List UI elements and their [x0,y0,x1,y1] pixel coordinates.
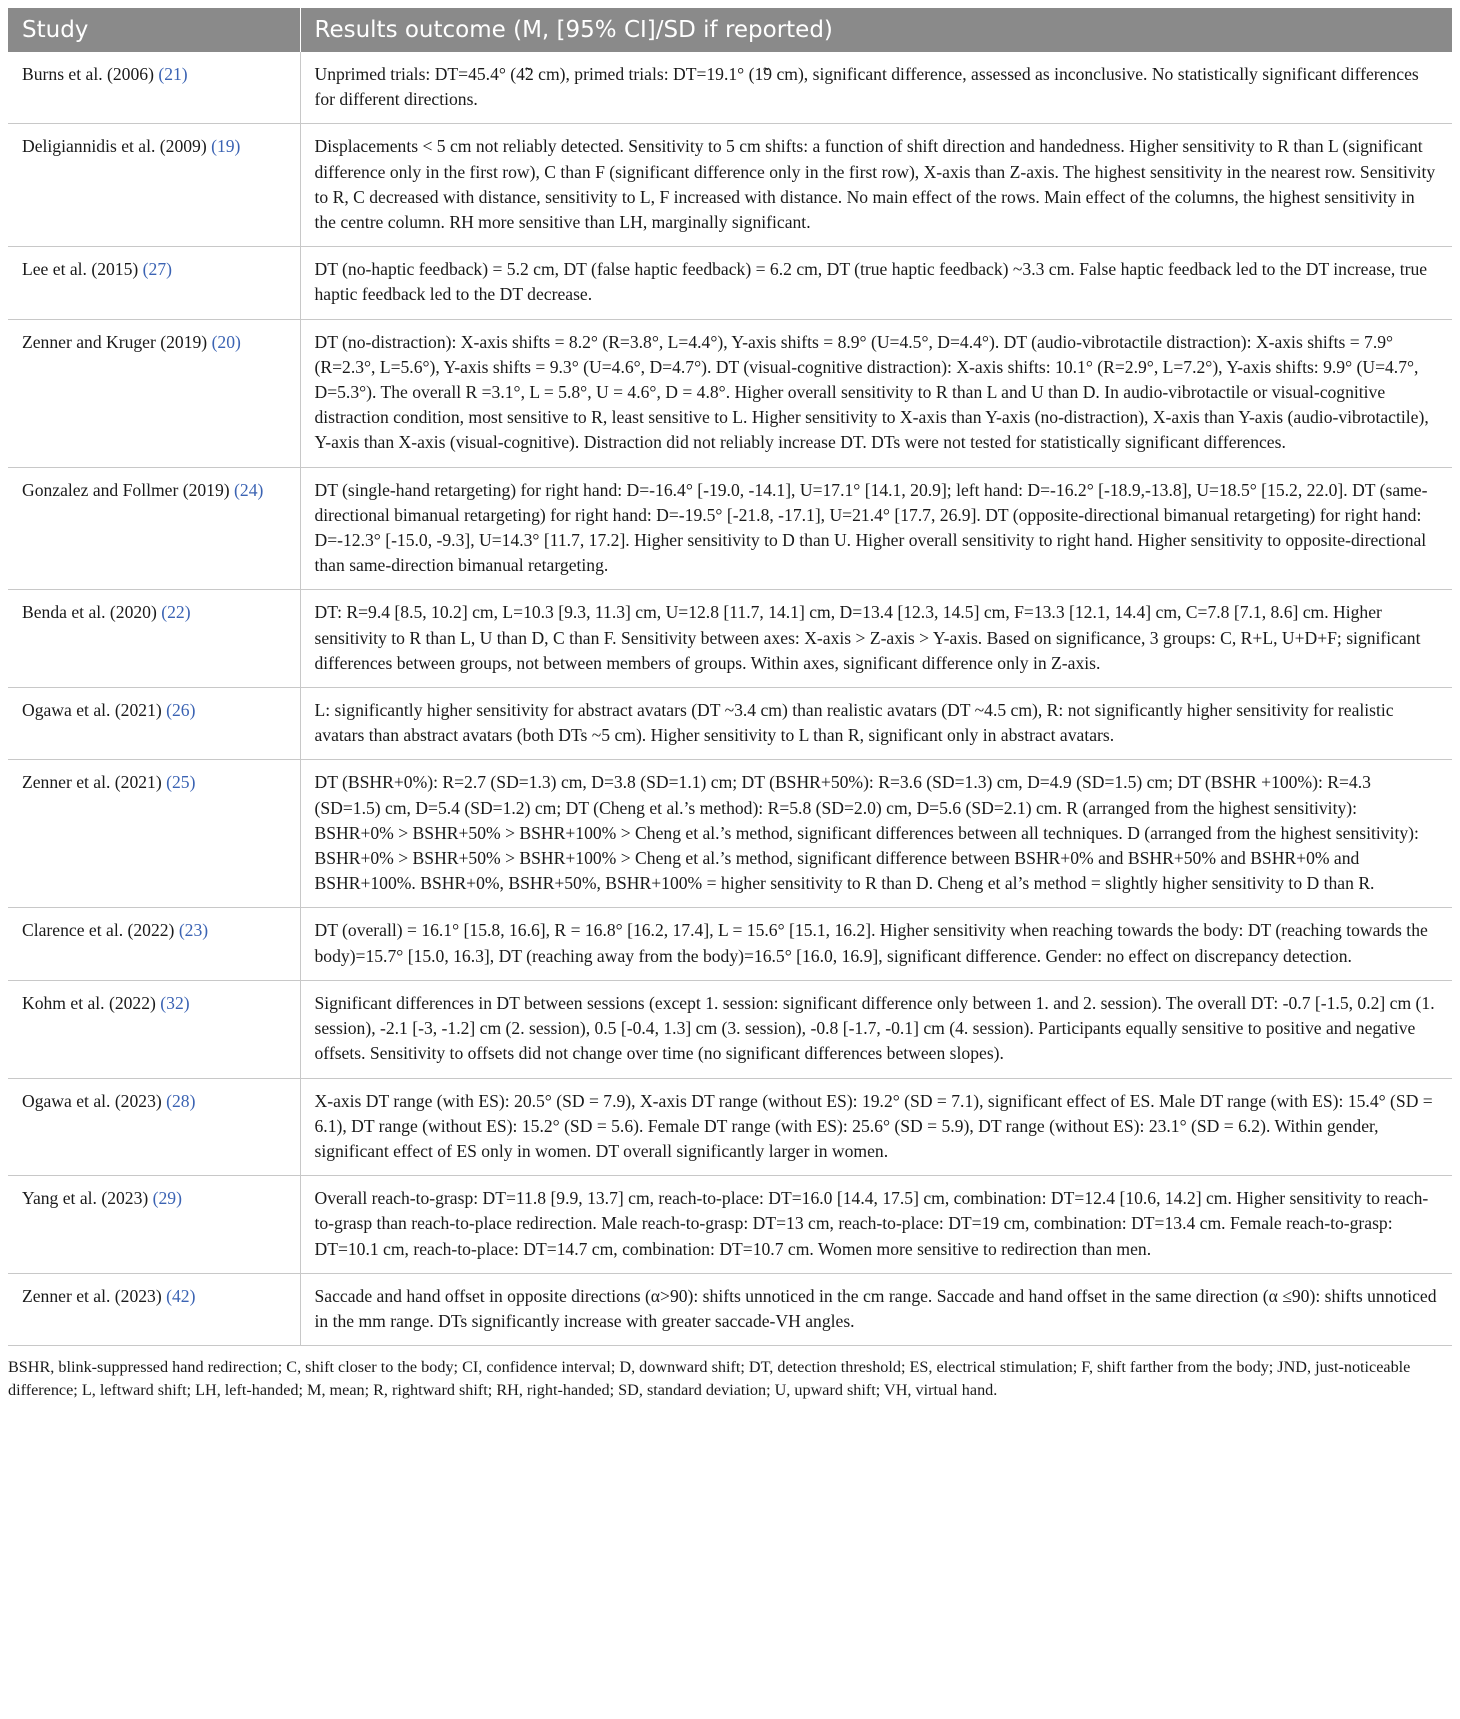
header-results: Results outcome (M, [95% CI]/SD if reported) [300,8,1452,52]
study-cell [8,319,300,467]
reference-link[interactable]: (25) [166,772,196,793]
study-name: Zenner et al. (2023) [22,1285,162,1306]
table-row [8,1273,1452,1345]
study-name: Deligiannidis et al. (2009) [22,136,207,157]
result-cell: DT: R=9.4 [8.5, 10.2] cm, L=10.3 [9.3, 11.3] cm, U=12.8 [11.7, 14.1] cm, D=13.4 [12.3, 14.5] cm, F=13.3 [12.1, 14.4] cm, C=7.8 [7.1, 8.6] cm. Higher sensitivity to R than L, U than D, C than F. Sensitivity between axes: X-axis > Z-axis > Y-axis. Based on significance, 3 groups: C, R+L, U+D+F; significant differences between groups, not between members of groups. Within axes, significant difference only in Z-axis. [300,590,1452,688]
study-cell [8,52,300,124]
results-table [8,8,1452,1346]
reference-link[interactable]: (32) [160,992,190,1013]
study-cell [8,688,300,760]
result-cell: Significant differences in DT between sessions (except 1. session: significant difference only between 1. and 2. session). The overall DT: -0.7 [-1.5, 0.2] cm (1. session), -2.1 [-3, -1.2] cm (2. session), 0.5 [-0.4, 1.3] cm (3. session), -0.8 [-1.7, -0.1] cm (4. session). Participants equally sensitive to positive and negative offsets. Sensitivity to offsets did not change over time (no significant differences between slopes). [300,980,1452,1078]
study-name: Benda et al. (2020) [22,602,157,623]
reference-link[interactable]: (26) [166,700,196,721]
result-cell: Saccade and hand offset in opposite directions (α>90): shifts unnoticed in the cm range. Saccade and hand offset in the same direction (α ≤90): shifts unnoticed in the mm range. DTs significantly increase with greater saccade-VH angles. [300,1273,1452,1345]
results-table-container [8,8,1452,1402]
result-cell: DT (overall) = 16.1° [15.8, 16.6], R = 16.8° [16.2, 17.4], L = 15.6° [15.1, 16.2]. Higher sensitivity when reaching towards the body: DT (reaching towards the body)=15.7° [15.0, 16.3], DT (reaching away from the body)=16.5° [16.0, 16.9], significant difference. Gender: no effect on discrepancy detection. [300,908,1452,980]
table-row [8,319,1452,467]
study-cell [8,590,300,688]
reference-link[interactable]: (21) [158,64,188,84]
study-name: Zenner and Kruger (2019) [22,331,208,352]
reference-link[interactable]: (19) [211,136,241,157]
header-study: Study [8,8,300,52]
study-cell [8,247,300,319]
table-header-row [8,8,1452,52]
study-cell [8,467,300,590]
result-cell: Unprimed trials: DT=45.4° (4̃2 cm), primed trials: DT=19.1° (1̃9 cm), significant difference, assessed as inconclusive. No statistically significant differences for different directions. [300,52,1452,124]
study-cell [8,760,300,908]
study-name: Gonzalez and Follmer (2019) [22,479,230,500]
reference-link[interactable]: (23) [178,920,209,941]
study-cell [8,124,300,247]
study-name: Zenner et al. (2021) [22,772,162,793]
result-cell: L: significantly higher sensitivity for abstract avatars (DT ~3.4 cm) than realistic avatars (DT ~4.5 cm), R: not significantly higher sensitivity for realistic avatars than abstract avatars (both DTs ~5 cm). Higher sensitivity to L than R, significant only in abstract avatars. [300,688,1452,760]
study-name: Ogawa et al. (2021) [22,700,162,721]
study-name: Burns et al. (2006) [22,64,154,84]
table-row [8,247,1452,319]
study-cell [8,908,300,980]
table-row [8,908,1452,980]
result-cell: Overall reach-to-grasp: DT=11.8 [9.9, 13.7] cm, reach-to-place: DT=16.0 [14.4, 17.5] cm, combination: DT=12.4 [10.6, 14.2] cm. Higher sensitivity to reach-to-grasp than reach-to-place redirection. Male reach-to-grasp: DT=13 cm, reach-to-place: DT=19 cm, combination: DT=13.4 cm. Female reach-to-grasp: DT=10.1 cm, reach-to-place: DT=14.7 cm, combination: DT=10.7 cm. Women more sensitive to redirection than men. [300,1176,1452,1274]
table-row [8,124,1452,247]
table-row [8,688,1452,760]
study-name: Lee et al. (2015) [22,259,139,280]
table-body [8,52,1452,1346]
result-cell: DT (no-haptic feedback) = 5.2 cm, DT (false haptic feedback) = 6.2 cm, DT (true haptic feedback) ~3.3 cm. False haptic feedback led to the DT increase, true haptic feedback led to the DT decrease. [300,247,1452,319]
study-name: Kohm et al. (2022) [22,992,156,1013]
reference-link[interactable]: (42) [166,1285,196,1306]
study-name: Yang et al. (2023) [22,1188,149,1209]
table-row [8,760,1452,908]
reference-link[interactable]: (24) [234,479,264,500]
result-cell: DT (no-distraction): X-axis shifts = 8.2° (R=3.8°, L=4.4°), Y-axis shifts = 8.9° (U=4.5°, D=4.4°). DT (audio-vibrotactile distraction): X-axis shifts = 7.9° (R=2.3°, L=5.6°), Y-axis shifts = 9.3° (U=4.6°, D=4.7°). DT (visual-cognitive distraction): X-axis shifts: 10.1° (R=2.9°, L=7.2°), Y-axis shifts: 9.9° (U=4.7°, D=5.3°). The overall R =3.1°, L = 5.8°, U = 4.6°, D = 4.8°. Higher overall sensitivity to R than L and U than D. In audio-vibrotactile or visual-cognitive distraction condition, most sensitive to R, least sensitive to L. Higher sensitivity to X-axis than Y-axis (no-distraction), X-axis than Y-axis (audio-vibrotactile), Y-axis than X-axis (visual-cognitive). Distraction did not reliably increase DT. DTs were not tested for statistically significant differences. [300,319,1452,467]
result-cell: DT (BSHR+0%): R=2.7 (SD=1.3) cm, D=3.8 (SD=1.1) cm; DT (BSHR+50%): R=3.6 (SD=1.3) cm, D=4.9 (SD=1.5) cm; DT (BSHR +100%): R=4.3 (SD=1.5) cm, D=5.4 (SD=1.2) cm; DT (Cheng et al.’s method): R=5.8 (SD=2.0) cm, D=5.6 (SD=2.1) cm. R (arranged from the highest sensitivity): BSHR+0% > BSHR+50% > BSHR+100% > Cheng et al.’s method, significant differences between all techniques. D (arranged from the highest sensitivity): BSHR+0% > BSHR+50% > BSHR+100% > Cheng et al.’s method, significant difference between BSHR+0% and BSHR+50% and BSHR+0% and BSHR+100%. BSHR+0%, BSHR+50%, BSHR+100% = higher sensitivity to R than D. Cheng et al’s method = slightly higher sensitivity to D than R. [300,760,1452,908]
table-footnote: BSHR, blink-suppressed hand redirection; C, shift closer to the body; CI, confidence interval; D, downward shift; DT, detection threshold; ES, electrical stimulation; F, shift farther from the body; JND, just-noticeable difference; L, leftward shift; LH, left-handed; M, mean; R, rightward shift; RH, right-handed; SD, standard deviation; U, upward shift; VH, virtual hand. [8,1358,1411,1400]
reference-link[interactable]: (29) [152,1188,182,1209]
table-row [8,980,1452,1078]
reference-link[interactable]: (27) [142,259,172,280]
table-row [8,590,1452,688]
study-cell [8,1078,300,1176]
result-cell: X-axis DT range (with ES): 20.5° (SD = 7.9), X-axis DT range (without ES): 19.2° (SD = 7.1), significant effect of ES. Male DT range (with ES): 15.4° (SD = 6.1), DT range (without ES): 15.2° (SD = 5.6). Female DT range (with ES): 25.6° (SD = 5.9), DT range (without ES): 23.1° (SD = 6.2). Within gender, significant effect of ES only in women. DT overall significantly larger in women. [300,1078,1452,1176]
reference-link[interactable]: (28) [166,1090,196,1111]
study-cell [8,1176,300,1274]
study-name: Ogawa et al. (2023) [22,1090,162,1111]
study-name: Clarence et al. (2022) [22,920,175,941]
reference-link[interactable]: (22) [161,602,191,623]
table-row [8,1176,1452,1274]
study-cell [8,980,300,1078]
reference-link[interactable]: (20) [211,331,241,352]
table-row [8,467,1452,590]
table-row [8,52,1452,124]
result-cell: Displacements < 5 cm not reliably detected. Sensitivity to 5 cm shifts: a function of shift direction and handedness. Higher sensitivity to R than L (significant difference only in the first row), C than F (significant difference only in the first row), X-axis than Z-axis. The highest sensitivity in the nearest row. Sensitivity to R, C decreased with distance, sensitivity to L, F increased with distance. No main effect of the rows. Main effect of the columns, the highest sensitivity in the centre column. RH more sensitive than LH, marginally significant. [300,124,1452,247]
study-cell [8,1273,300,1345]
result-cell: DT (single-hand retargeting) for right hand: D=-16.4° [-19.0, -14.1], U=17.1° [14.1, 20.9]; left hand: D=-16.2° [-18.9,-13.8], U=18.5° [15.2, 22.0]. DT (same-directional bimanual retargeting) for right hand: D=-19.5° [-21.8, -17.1], U=21.4° [17.7, 26.9]. DT (opposite-directional bimanual retargeting) for right hand: D=-12.3° [-15.0, -9.3], U=14.3° [11.7, 17.2]. Higher sensitivity to D than U. Higher overall sensitivity to right hand. Higher sensitivity to opposite-directional than same-direction bimanual retargeting. [300,467,1452,590]
table-row [8,1078,1452,1176]
